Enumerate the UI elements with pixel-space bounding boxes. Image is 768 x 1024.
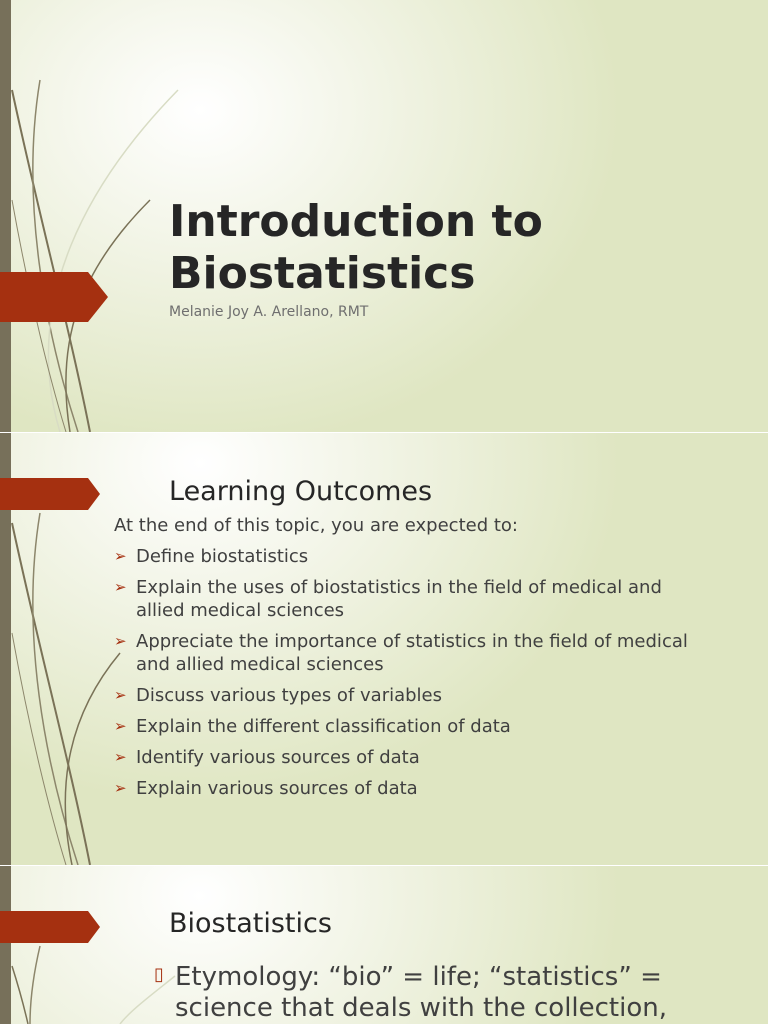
learning-outcomes-list: [114, 545, 714, 800]
arrow-bullet-icon: ➢: [114, 686, 127, 704]
list-item: ▯ Etymology: “bio” = life; “statistics” = science that deals with the collection,: [154, 962, 667, 1023]
red-tab-marker: [0, 272, 110, 322]
slide-edge-bar: [0, 866, 11, 1024]
list-item: ➢ Discuss various types of variables: [114, 685, 442, 706]
arrow-bullet-icon: ➢: [114, 779, 127, 797]
biostatistics-heading: Biostatistics: [169, 908, 332, 939]
list-item: ➢ Explain the different classification of data: [114, 716, 511, 737]
box-bullet-icon: ▯: [154, 964, 164, 985]
learning-outcomes-intro: At the end of this topic, you are expected to:: [114, 515, 518, 536]
red-tab-marker: [0, 478, 102, 510]
red-tab-marker: [0, 911, 102, 943]
list-item: ➢ Explain various sources of data: [114, 778, 418, 799]
arrow-bullet-icon: ➢: [114, 578, 127, 596]
arrow-bullet-icon: ➢: [114, 547, 127, 565]
list-item: ➢ Appreciate the importance of statistics in the field of medical and allied medical sciences: [114, 631, 688, 675]
arrow-bullet-icon: ➢: [114, 632, 127, 650]
list-item: ➢ Define biostatistics: [114, 546, 309, 567]
slide-subtitle: Melanie Joy A. Arellano, RMT: [169, 304, 369, 320]
list-item: ➢ Explain the uses of biostatistics in the field of medical and allied medical sciences: [114, 577, 662, 621]
arrow-bullet-icon: ➢: [114, 748, 127, 766]
list-item: ➢ Identify various sources of data: [114, 747, 420, 768]
slide-title: [0, 0, 768, 432]
slide-title-heading: Introduction to Biostatistics: [169, 196, 543, 299]
arrow-bullet-icon: ➢: [114, 717, 127, 735]
slide-edge-bar: [0, 0, 11, 432]
learning-outcomes-heading: Learning Outcomes: [169, 476, 433, 507]
